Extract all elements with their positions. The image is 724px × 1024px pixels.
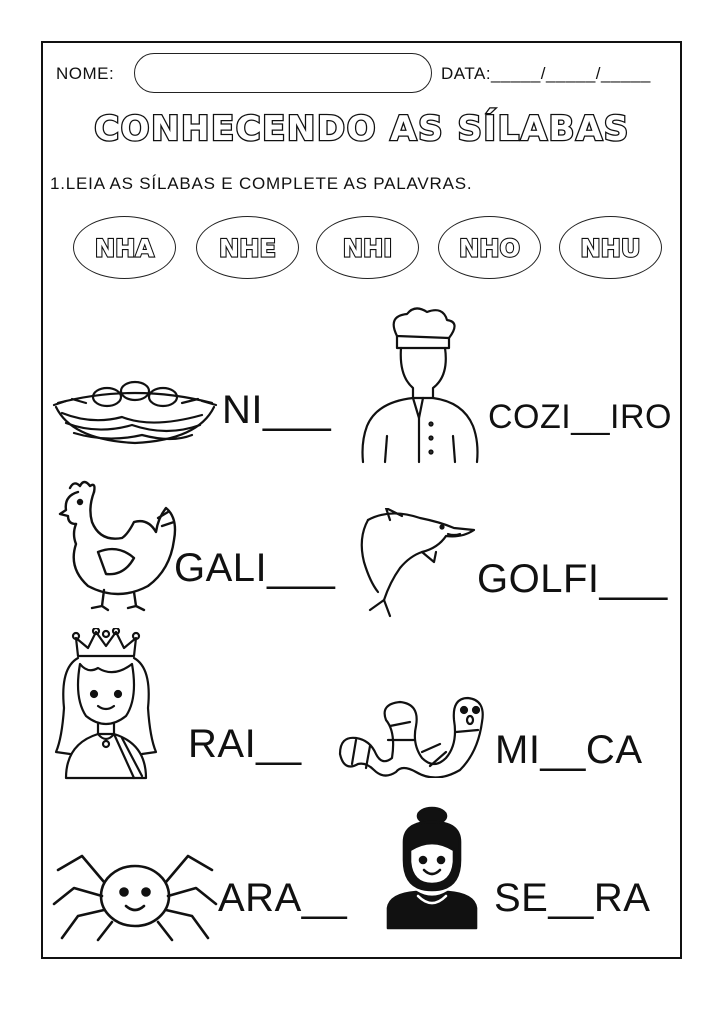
spider-icon — [52, 844, 218, 944]
instruction-text: 1.LEIA AS SÍLABAS E COMPLETE AS PALAVRAS. — [50, 174, 473, 193]
lady-icon — [386, 806, 478, 930]
syllable-nho — [438, 216, 541, 279]
word-rainha: RAI__ — [188, 722, 302, 766]
syllable-nha — [73, 216, 176, 279]
date-label: DATA:_____/_____/_____ — [441, 64, 651, 83]
syllable-nhe — [196, 216, 299, 279]
word-minhoca: MI__CA — [495, 728, 643, 772]
syllable-nhi — [316, 216, 419, 279]
name-label: NOME: — [56, 64, 115, 83]
word-ninho: NI___ — [222, 388, 332, 432]
title-text: CONHECENDO AS SÍLABAS — [94, 109, 630, 149]
syllable-label: NHO — [458, 234, 521, 263]
word-galinha: GALI___ — [174, 546, 336, 590]
word-aranha: ARA__ — [218, 876, 348, 920]
syllable-label: NHE — [218, 234, 277, 263]
nest-icon — [52, 355, 218, 455]
syllable-label: NHU — [580, 234, 641, 263]
syllable-label: NHA — [94, 234, 155, 263]
dolphin-icon — [350, 508, 476, 620]
word-golfinho: GOLFI___ — [477, 557, 668, 601]
hen-icon — [58, 478, 184, 614]
name-field[interactable] — [134, 53, 432, 93]
word-cozinheiro: COZI__IRO — [488, 398, 672, 436]
worm-icon — [336, 692, 488, 778]
syllable-nhu — [559, 216, 662, 279]
queen-icon — [54, 628, 158, 780]
word-senhora: SE__RA — [494, 876, 651, 920]
syllable-label: NHI — [342, 234, 393, 263]
chef-icon — [357, 306, 483, 464]
page-title — [0, 97, 724, 157]
